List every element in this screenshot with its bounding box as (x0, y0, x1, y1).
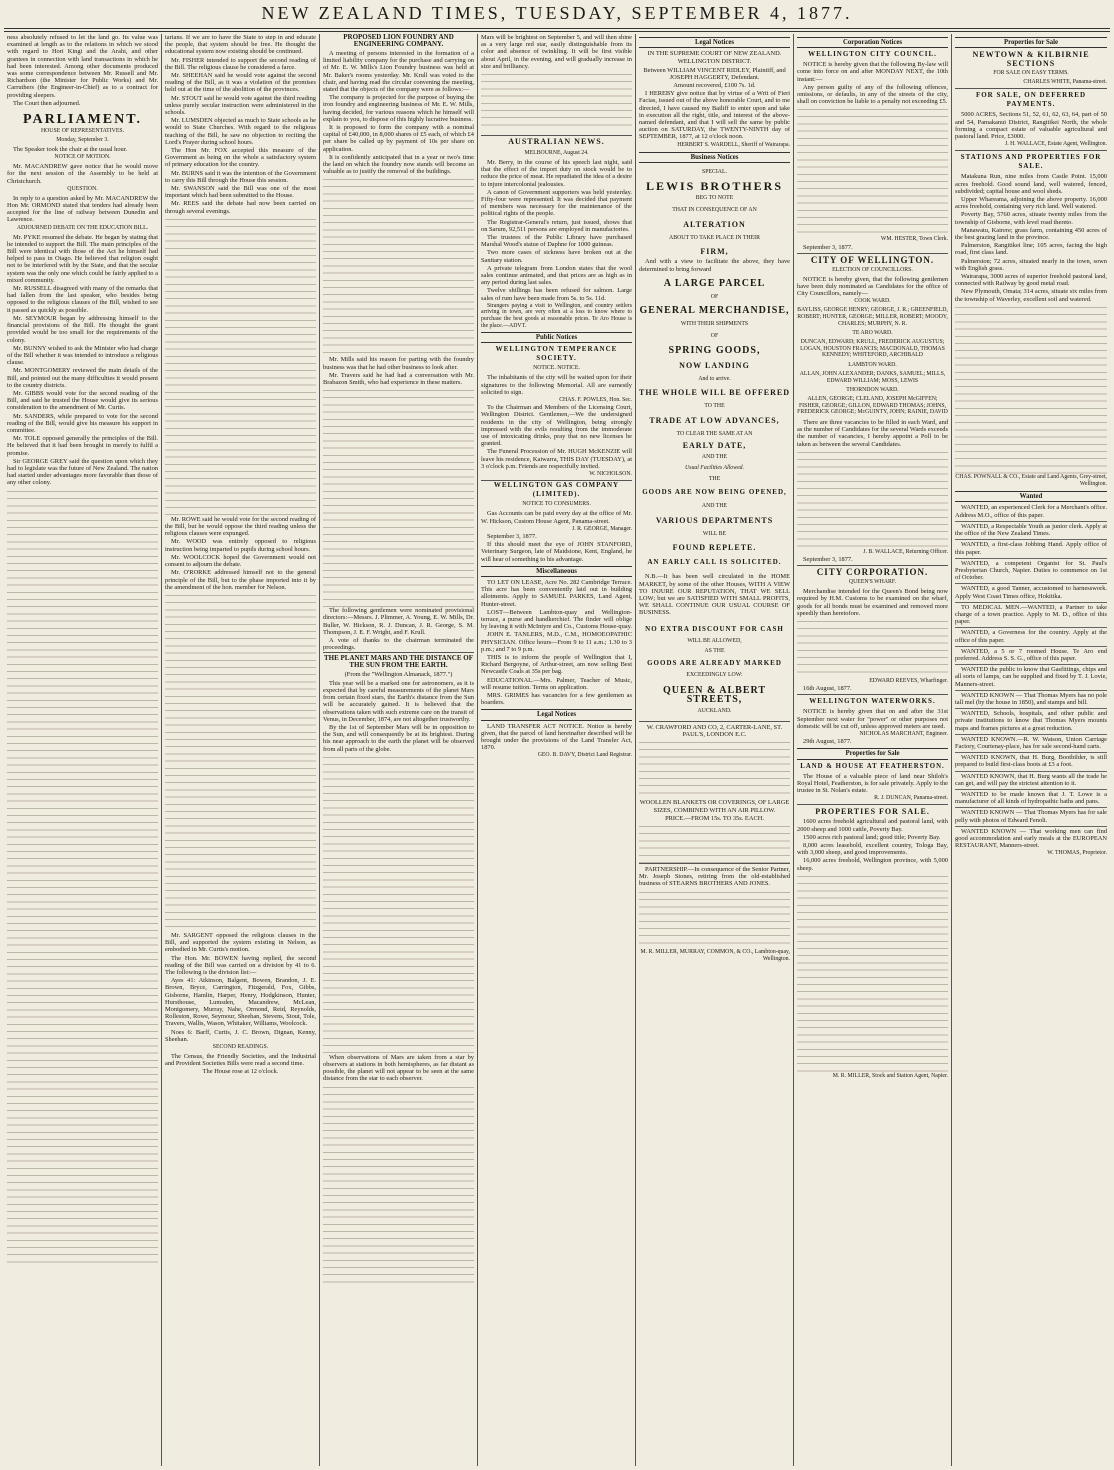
column-3 (320, 34, 478, 1466)
advertisement-text: Strangers paying a visit to Wellington, and country settlers arriving in town, are very often at a loss to know where to purchase the best goods at reasonable prices. Te Aro House is the place.—ADVT. (481, 302, 632, 329)
article-text: A meeting of persons interested in the formation of a limited liability company for the purchase and carrying on of Mr. E. W. Mills's Lion Foundry business was held at Mr. Baker's rooms yesterday. Mr. Krull was voted to the chair, and having read the circular convening the meeting, stated that the objects of the company were as follows:— (323, 50, 474, 94)
ad-text: 5000 ACRES, Sections 51, 52, 61, 62, 63, 64, part of 50 and 54, Pamakanui District, Rangitikei North, the whole forming a compact estate of valuable agricultural and pastoral land. Price, £3000. (955, 111, 1107, 141)
ad-lewis-brothers: LEWIS BROTHERS (645, 178, 784, 193)
text-filler (639, 889, 790, 949)
article-text: It is confidently anticipated that in a year or two's time the land on which the foundry now stands will become so valuable as to justify the removal of the buildings. (323, 153, 474, 176)
article-text: In reply to a question asked by Mr. MACANDREW the Hon Mr. ORMOND stated that tenders had already been accepted for the line of railway between Dunedin and Lawrence. (7, 194, 158, 224)
wanted-ad: WANTED the public to know that Gasfittings, chips and all sorts of lamps, can be supplied and fixed by T. J. Lovie, Manners-street. (955, 666, 1107, 691)
wanted-ad: WANTED KNOWN — That working men can find good accommodation and early meals at the EUROPEAN RESTAURANT, Manners-street. (955, 827, 1107, 850)
text-filler (165, 216, 316, 516)
article-text: Mr. BUNNY wished to ask the Minister who had charge of the Bill whether it was intended to introduce a religious clause. (7, 344, 158, 367)
ad-deferred-title: FOR SALE, ON DEFERRED PAYMENTS. (955, 88, 1107, 109)
article-text: Mr. ROWE said he would vote for the second reading of the Bill, but he would oppose the third reading unless the religious clauses were expunged. (165, 515, 316, 538)
ad-signature: W. THOMAS, Proprietor. (1047, 850, 1107, 857)
article-text: A canon of Government supporters was held yesterday. Fifty-four were represented. It was decided that payment of members was necessary for the maintenance of the political rights of the people. (481, 188, 632, 218)
article-text: When observations of Mars are taken from a star by observers at stations in both hemispheres, as far distant as possible, the planet will not appear to be seen at the same distance from the star to each observer. (323, 1053, 474, 1083)
article-text: The Hon Mr. FOX accepted this measure of the Government as being on the whole a satisfactory system of primary education for the country. (165, 147, 316, 169)
section-legal-notices: Legal Notices (639, 37, 790, 48)
article-text: The Hon. Mr. BOWEN having replied, the second reading of the Bill was carried on a division by 41 to 6. The following is the division list:— (165, 954, 316, 976)
section-corporation-notices: Corporation Notices (797, 37, 948, 48)
article-text: Mr. GIBBS would vote for the second reading of the Bill, and said he trusted the House would give its serious consideration to the amendment of Mr. Curtis. (7, 389, 158, 412)
article-text: The Registrar-General's return, just issued, shows that on Sarum, 92,511 persons are employed in manufactories. (481, 218, 632, 233)
section-legal-notices: Legal Notices (481, 709, 632, 720)
ad-text: 8,000 acres leasehold, excellent country, Tologa Bay, with 3,000 sheep, and good improvements. (797, 842, 948, 857)
ad-text: N.B.—It has been well circulated in the HOME MARKET, by some of the other Houses, WITH A VIEW TO INJURE OUR REPUTATION, THAT WE SELL LOW; but we are SATISFIED WITH SMALL PROFITS, WE SHALL CONTINUE OUR USUAL COURSE OF BUSINESS. (639, 573, 790, 617)
wanted-ad: WANTED, an experienced Clerk for a Merchant's office. Address M.O., office of this paper. (955, 504, 1107, 521)
ad-signature: CHARLES WHITE, Panama-street. (1023, 79, 1107, 86)
ad-line: AND THE (701, 454, 728, 461)
ad-text: To the Chairman and Members of the Licensing Court, Wellington District. Gentlemen,—We the undersigned residents in the city of Wellington, being strongly impressed with the evils resulting from the immoderate use of intoxicating drinks, pray that no new licenses be granted. (481, 404, 632, 448)
ad-text: TO LET ON LEASE, Acre No. 282 Cambridge Terrace. This acre has been conveniently laid out in building allotments. Apply to SAMUEL PARKES, Land Agent, Hunter-street. (481, 578, 632, 608)
text-filler (797, 106, 948, 236)
ad-text: There are three vacancies to be filled in each Ward, and as the number of Candidates for the several Wards exceeds the number of vacancies, I hereby appoint a Poll to be taken as between the several Candidates. (797, 418, 948, 448)
article-text: ness absolutely refused to let the land go. Its value was examined at length as to the relations in which we stood with regard to Hori Kingi and the Arahi, and other grantees in connection with land transactions in which he had been interested. Among other documents produced was some correspondence between Mr. Russell and Mr. Richardson (the Minister for Public Works) and Mr. Carruthers (the Engineer-in-Chief) as to a contract for providing sleepers. (7, 34, 158, 99)
ad-line: THE (708, 475, 721, 482)
wanted-ad: WANTED KNOWN, that H. Burg, Bootbilder, is still prepared to build first-class boots at £3 a foot. (955, 754, 1107, 771)
ad-line: AND THE (701, 503, 728, 510)
article-text: The company is projected for the purpose of buying the iron foundry and engineering business of Mr. E. W. Mills, having decided, for various reasons which he himself will explain to you, to dispose of this highly lucrative business. (323, 94, 474, 123)
ad-text: PARTNERSHIP.—In consequence of the Senior Partner, Mr. Joseph Stones, retiring from the old-established business of STEARNS BROTHERS AND JONES. (639, 863, 790, 888)
ad-line: And with a view to facilitate the above, they have determined to bring forward (639, 258, 790, 273)
ad-text: W. CRAWFORD AND CO, 2, CARTER-LANE, ST. PAUL'S, LONDON E.C. (639, 721, 790, 738)
ad-line: THE WHOLE WILL BE OFFERED (639, 388, 790, 398)
section-properties-for-sale: Properties for Sale (955, 37, 1107, 48)
article-text: Mr. Berry, in the course of his speech last night, said that the effect of the import duty on stock would be to reduce the price of meat. He repudiated the idea of a desire to injure intercolonial jealousies. (481, 159, 632, 188)
article-text: Mr. LUMSDEN objected as much to State schools as he would to State Churches. With regard to the religious teaching of the Bill, he saw no objection to reciting the Lord's Prayer during school hours. (165, 117, 316, 146)
wanted-ad: WANTED, a good Tanner, accustomed to harnesswork. Apply West Coast Times office, Hokitika. (955, 585, 1107, 602)
article-text: Mr. RUSSELL disagreed with many of the remarks that had fallen from the last speaker, who besides being opposed to the religious clauses of the Bill, wished to see it passed as quickly as possible. (7, 285, 158, 314)
article-text: A private telegram from London states that the wool sales continue animated, and that prices are as high as in any period during last sales. (481, 264, 632, 287)
text-filler (955, 304, 1107, 474)
ad-line: EXCEEDINGLY LOW: (686, 671, 743, 678)
ad-signature: NICHOLAS MARCHANT, Engineer. (859, 731, 948, 738)
ad-signature: R. J. DUNCAN, Panama-street. (874, 795, 948, 802)
article-text: The Speaker took the chair at the usual hour. (13, 146, 128, 154)
article-text: Mr. Mills said his reason for parting with the foundry business was that he had other business to look after. (323, 356, 474, 371)
ad-date: September 3, 1877. (803, 555, 853, 563)
headline-lion-foundry: PROPOSED LION FOUNDRY AND ENGINEERING COMPANY. (343, 34, 454, 48)
headline-planet-mars: THE PLANET MARS AND THE DISTANCE OF THE SUN FROM THE EARTH. (324, 654, 473, 670)
ad-text: LAND TRANSFER ACT NOTICE. Notice is hereby given, that the parcel of land hereinafter described will be brought under the provisions of the Land Transfer Act, 1870. (481, 722, 632, 752)
ad-line: OF (710, 293, 719, 300)
ad-text: EDUCATIONAL.—Mrs. Palmer, Teacher of Music, will resume tuition. Terms on application. (481, 676, 632, 691)
text-filler (323, 176, 474, 356)
article-text: The Court then adjourned. (13, 99, 81, 107)
headline-australian-news: AUSTRALIAN NEWS. (481, 135, 632, 148)
ad-newtown-title: NEWTOWN & KILBIRNIE SECTIONS (972, 50, 1090, 69)
ad-line: EARLY DATE, (682, 441, 747, 451)
ad-text: 1600 acres freehold agricultural and pastoral land, with 2000 sheep and 1000 cattle, Poverty Bay. (797, 818, 948, 833)
ad-queens-wharf-subtitle: QUEEN'S WHARF. (848, 579, 897, 586)
ad-line: ABOUT TO TAKE PLACE IN THEIR (669, 234, 760, 241)
ad-text: NOTICE is hereby given that on and after the 31st September next water for "power" or other purposes not domestic will be cut off, unless approved meters are used. (797, 708, 948, 730)
article-text: It is proposed to form the company with a nominal capital of £40,000, in 8,000 shares of £5 each, of which £4 per share be called up by payment of 10s per share on application. (323, 124, 474, 153)
ad-signature: M. R. MILLER, Stock and Station Agent, Napier. (832, 1072, 948, 1079)
ad-text: Merchandise intended for the Queen's Bond being now required by H.M. Customs to be examined on the wharf, goods for all bonds must be examined and removed more speedily than heretofore. (797, 588, 948, 617)
newspaper-columns (4, 34, 1110, 1466)
ad-text: 1500 acres rich pastoral land; good title; Poverty Bay. (803, 833, 941, 841)
candidate-names: ALLAN, JOHN ALEXANDER; DANKS, SAMUEL; MILLS, EDWARD WILLIAM; MOSS, LEWIS (799, 371, 946, 384)
article-text: tarians. If we are to have the State to step in and educate the people, that system should be free. He thought the educational system now existing should be continued. (165, 34, 316, 56)
article-source: (From the "Wellington Almanack, 1877.") (344, 671, 453, 679)
ad-text: The Funeral Procession of Mr. HUGH McKENZIE will leave his residence, Kaiwarra, THIS DAY (TUESDAY), at 3 o'clock p.m. Friends are respectfully invited. (481, 448, 632, 470)
article-text: The following gentlemen were nominated provisional directors:—Messrs. J. Plimmer, A. Young, E. W. Mills, Dr. Buller, W. Hickson, R. J. Duncan, J. R. George, S. M. Thompson, J. E. F. Wright, and F. Krull. (323, 607, 474, 636)
article-text: Mr. TOLE opposed generally the principles of the Bill. He believed that it had been brought in merely to fulfil a promise. (7, 435, 158, 457)
ad-line: A LARGE PARCEL (663, 277, 766, 289)
ad-text: IN THE SUPREME COURT OF NEW ZEALAND. (647, 50, 782, 58)
article-text: By the 1st of September Mars will be in opposition to the Sun, and will consequently be at its brightest. During his near approach to the earth the planet will be observed from all parts of the globe. (323, 723, 474, 753)
wanted-ad: WANTED KNOWN, that H. Burg wants all the trade he can get, and will pay the strictest attention to it. (955, 773, 1107, 790)
masthead-title: NEW ZEALAND TIMES, TUESDAY, SEPTEMBER 4, 1877. (261, 3, 853, 23)
subhead-second-readings: SECOND READINGS. (212, 1043, 269, 1050)
masthead-rule-bottom (4, 31, 1110, 32)
ad-waterworks-title: WELLINGTON WATERWORKS. (797, 694, 948, 706)
ad-text: NOTICE is hereby given, that the following gentlemen have been duly nominated as Candidates for the office of City Councillors, namely— (797, 275, 948, 298)
ad-gas-company-title: WELLINGTON GAS COMPANY (LIMITED). (481, 480, 632, 499)
column-5 (636, 34, 794, 1466)
ward-heading: COOK WARD. (854, 298, 891, 305)
ad-notice-label: NOTICE TO CONSUMERS. (522, 501, 591, 508)
ad-text: If this should meet the eye of JOHN STANFORD, Veterinary Surgeon, late of Maidstone, Kent, England, he will hear of something to his advantage. (481, 541, 632, 563)
text-filler (165, 592, 316, 932)
article-text: Mr. SWANSON said the Bill was one of the most important which had been submitted to the House. (165, 185, 316, 200)
ad-line: And to arrive. (698, 375, 731, 382)
wanted-ad: WANTED, a Respectable Youth as junior clerk. Apply at the office of the New Zealand Times. (955, 523, 1107, 540)
ad-line: TO CLEAR THE SAME AT AN (676, 430, 753, 437)
article-text: Mr. FISHER intended to support the second reading of the Bill. The religious clause he considered a farce. (165, 56, 316, 71)
wanted-ad: WANTED, a first-class Jobbing Hand. Apply office of this paper. (955, 541, 1107, 558)
ad-line: NOW LANDING (679, 360, 750, 370)
text-filler (323, 1084, 474, 1284)
ad-line: VARIOUS DEPARTMENTS (655, 515, 774, 525)
article-text: Mr. PYKE resumed the debate. He began by stating that he intended to support the Bill. The main principles of the Bill were identical with those of the Act he himself had helped to pass in Otago. He believed that religion ought not to be interfered with by the State, and that the secular system was the only one which could be fairly applied to a mixed community. (7, 233, 158, 284)
ad-line: GOODS ARE ALREADY MARKED (647, 658, 782, 667)
section-miscellaneous: Miscellaneous (481, 566, 632, 577)
ad-line: GOODS ARE NOW BEING OPENED, (642, 488, 787, 497)
ad-text: Matakuna Run, nine miles from Castle Point. 15,000 acres freehold. Good sound land, well watered, fenced, subdivided; capital house and wool sheds. (955, 173, 1107, 195)
ad-date: September 3, 1877. (487, 532, 537, 540)
ad-text: MRS. GRIMES has vacancies for a few gentlemen as boarders. (481, 691, 632, 707)
ad-line: TRADE AT LOW ADVANCES, (649, 415, 780, 425)
text-filler (797, 873, 948, 1073)
ward-heading: THORNDON WARD. (846, 387, 899, 394)
ad-signature: CHAS. F. POWLES, Hon. Sec. (559, 397, 632, 404)
ad-text: The House of a valuable piece of land near Shiloh's Royal Hotel, Featherston, is for sale privately. Apply to the trustee in St. Nolan's estate. (797, 772, 948, 795)
section-title-parliament: PARLIAMENT. (22, 112, 143, 128)
ad-text: Manawatu, Kairere; grass farm, containing 450 acres of the best grazing land in the province. (955, 226, 1107, 242)
ad-text: Any person guilty of any of the following offences, omissions, or defaults, in any of the streets of the city, shall on conviction be liable to a penalty not exceeding £5. (797, 83, 948, 106)
article-text: The House rose at 12 o'clock. (202, 1068, 279, 1076)
column-1 (4, 34, 162, 1466)
ad-stations-title: STATIONS AND PROPERTIES FOR SALE. (955, 150, 1107, 171)
section-public-notices: Public Notices (481, 332, 632, 343)
ad-notice-label: NOTICE. NOTICE. (533, 365, 580, 372)
ad-temperance-title: WELLINGTON TEMPERANCE SOCIETY. (495, 345, 618, 363)
ad-text: The inhabitants of the city will be waited upon for their signatures to the following Memorial. All are earnestly solicited to sign. (481, 374, 632, 396)
ad-text: WELLINGTON DISTRICT. (677, 58, 752, 66)
section-wanted: Wanted (955, 491, 1107, 502)
article-text: A vote of thanks to the chairman terminated the proceedings. (323, 637, 474, 652)
ad-line: FIRM, (700, 247, 729, 257)
wanted-ad: WANTED KNOWN — That Thomas Myers has no pole tall mel (by the house in 1850), and stamps and bill. (955, 692, 1107, 709)
ward-heading: LAMBTON WARD. (848, 362, 897, 368)
sitting-date: Monday, September 3. (56, 137, 109, 144)
article-text: Mr. SARGENT opposed the religious clauses in the Bill, and supported the system existing in Nelson, as embodied in Mr. Curtis's motion. (165, 931, 316, 954)
ad-signature: HERBERT S. WARDELL, Sheriff of Wairarapa. (677, 141, 790, 148)
ad-signature: J. B. WALLACE, Returning Officer. (863, 548, 948, 555)
text-filler (481, 71, 632, 131)
ad-line: AUCKLAND. (697, 708, 732, 715)
ad-signature: J. R. GEORGE, Manager. (571, 525, 632, 532)
ad-city-council-title: WELLINGTON CITY COUNCIL. (808, 50, 937, 59)
division-list: Ayes 41: Atkinson, Balgent, Bowen, Brandon, J. E. Brown, Bryce, Carrington, Fitzgerald, Fox, Gibbs, Gisborne, Hamlin, Harper, Henry, Hodgkinson, Hunter, Hursthouse, Lumsden, Macandrew, McLean, Montgomery, Murray, Nahe, Ormond, Reid, Reynolds, Rolleston, Rowe, Seymour, Sheehan, Stevens, Stout, Tole, Travers, Wallis, Wason, Whitaker, Williams, Woolcock. (165, 977, 316, 1028)
column-2 (162, 34, 320, 1466)
candidate-names: BAYLISS, GEORGE HENRY; GEORGE, J. R.; GREENFIELD, ROBERT; HUNTER, GEORGE; MILLER, ROBERT; MOODY, CHARLES; MURPHY, N. R. (797, 307, 948, 327)
dateline: MELBOURNE, August 24. (524, 150, 589, 157)
ad-signature: J. H. WALLACE, Estate Agent, Wellington. (1004, 141, 1107, 148)
ad-text: PRICE.—FROM 15s. TO 35s. EACH. (665, 814, 764, 822)
article-text: Mr. Travers said he had had a conversation with Mr. Brabazon Smith, who had experience in these matters. (323, 371, 474, 387)
article-text: Mr. REES said the debate had now been carried on through several evenings. (165, 200, 316, 215)
ad-text: NOTICE is hereby given that the following By-law will come into force on and after MONDAY NEXT, the 10th instant:— (797, 61, 948, 83)
ad-line: AN EARLY CALL IS SOLICITED. (647, 558, 782, 567)
ad-text: Between WILLIAM VINCENT RIDLEY, Plaintiff, and JOSEPH HAGGERTY, Defendant. (643, 66, 786, 81)
ad-newtown-subtitle: FOR SALE ON EASY TERMS. (993, 70, 1069, 77)
ad-text: JOHN E. TANLERS, M.D., C.M., HOMOEOPATHIC PHYSICIAN. Office hours—From 9 to 11 a.m.; 1.30 to 3 p.m.; and 7 to 9 p.m. (481, 631, 632, 653)
ad-text: THIS is to inform the people of Wellington that I, Richard Bergoyne, of Arthur-street, am now selling Best Newcastle Coals at 35s per bag. (481, 653, 632, 676)
text-filler (797, 449, 948, 549)
masthead-rule-top (4, 28, 1110, 29)
wanted-ad: WANTED, Schools, hospitals, and other public and private institutions to know that Thomas Myers mounts maps and frames pictures at a great reduction. (955, 710, 1107, 735)
ad-line: THAT IN CONSEQUENCE OF AN (672, 207, 757, 214)
text-filler (639, 739, 790, 799)
ad-text: Gas Accounts can be paid every day at the office of Mr. W. Hickson, Custom House Agent, Panama-street. (481, 510, 632, 525)
ad-line: Usual Facilities Allowed. (685, 464, 744, 471)
ad-line: WILL BE ALLOWED, (687, 637, 742, 644)
text-filler (323, 754, 474, 1054)
article-text: Mr. SEYMOUR began by addressing himself to the financial provisions of the Bill. He thought the grant provided would be too small for the requirements of the colony. (7, 314, 158, 344)
wanted-ad: WANTED KNOWN — That Thomas Myers has for sale pelly with photos of Edward Fenoli. (955, 809, 1107, 826)
ad-line: SPRING GOODS, (668, 344, 761, 356)
column-6 (794, 34, 952, 1466)
ad-text: Wairarapa, 3000 acres of superior freehold pastoral land, connected with Railway by good metal road. (955, 273, 1107, 288)
article-text: Mr. MACANDREW gave notice that he would move for the next session of the Assembly to be held at Christchurch. (7, 163, 158, 185)
ad-city-wellington-title: CITY OF WELLINGTON. (797, 253, 948, 265)
article-text: The Census, the Friendly Societies, and the Industrial and Provident Societies Bills were read a second time. (165, 1052, 316, 1068)
ward-heading: TE ARO WARD. (852, 330, 893, 337)
text-filler (323, 387, 474, 607)
ad-signature: CHAS. POWNALL & CO., Estate and Land Agents, Grey-street, Wellington. (955, 473, 1107, 488)
article-text: Mr. STOUT said he would vote against the third reading unless purely secular instruction were administered in the schools. (165, 94, 316, 117)
ad-line: ALTERATION (683, 219, 746, 229)
article-text: Mr. WOOLCOCK hoped the Government would not consent to adjourn the debate. (165, 553, 316, 569)
ad-date: September 3, 1877. (803, 243, 853, 251)
ad-text: Amount recovered, £100 7s. 1d. (673, 82, 756, 90)
candidate-names: DUNCAN, EDWARD; KRULL, FREDERICK AUGUSTUS; LOGAN, HOUSTON FRANCIS; MACDONALD, THOMAS KENNEDY; WHITEFORD, ARCHIBALD (800, 339, 945, 359)
ad-date: 29th August, 1877. (803, 738, 852, 746)
subhead-notice: NOTICE OF MOTION. (54, 154, 111, 161)
wanted-ad: WANTED, a competent Organist for St. Paul's Presbyterian Church, Napier. Duties to commence on 1st of October. (955, 560, 1107, 585)
ad-line: FOUND REPLETE. (672, 543, 757, 553)
article-text: Mr. SHEEHAN said he would vote against the second reading of the Bill, as it was a violation of the promises held out at the time of the abolition of the provinces. (165, 72, 316, 94)
wanted-ad: WANTED, a 5 or 7 roomed House. Te Aro end preferred. Address S. S. G., office of this paper. (955, 648, 1107, 665)
ad-election-subtitle: ELECTION OF COUNCILLORS. (832, 266, 913, 273)
ad-signature: W. NICHOLSON. (589, 471, 632, 478)
ad-signature: EDWARD REEVES, Wharfinger. (869, 678, 948, 684)
subhead-debate: ADJOURNED DEBATE ON THE EDUCATION BILL. (16, 224, 149, 231)
ad-text: New Plymouth, Omata; 314 acres, situate six miles from the township of Waverley, excellent soil and watered. (955, 288, 1107, 303)
wanted-ad: TO MEDICAL MEN.—WANTED, a Partner to take charge of a town practice. Apply to M. D., office of this paper. (955, 604, 1107, 629)
section-business-notices: Business Notices (639, 152, 790, 163)
column-7 (952, 34, 1110, 1466)
ad-signature: GEO. B. DAVY, District Land Registrar. (537, 752, 632, 759)
subhead-question: QUESTION. (67, 185, 98, 192)
ad-text: Palmerston; 72 acres, situated nearly in the town, sown with English grass. (955, 257, 1107, 272)
column-4 (478, 34, 636, 1466)
ad-text: LOST—Between Lambton-quay and Wellington-terrace, a purse and handkerchief. The finder will oblige by leaving it with McIntyre and Co., Customs House-quay. (481, 608, 632, 631)
ad-line: OF (710, 333, 719, 340)
ad-line: WILL BE (702, 530, 727, 537)
article-text: Mr. MONTGOMERY reviewed the main details of the Bill, and pointed out the many difficulties it would present to the country districts. (7, 367, 158, 389)
masthead (0, 0, 1114, 28)
text-filler (639, 823, 790, 863)
article-text: Sir GEORGE GREY said the question upon which they had to legislate was the future of New Zealand. The nation had started under advantages more favorable than those of any other colony. (7, 457, 158, 487)
article-text: Twelve shillings has been refused for salmon. Large sales of rum have been made from 5s. to 5s. 11d. (481, 287, 632, 302)
section-properties-for-sale: Properties for Sale (797, 748, 948, 759)
ad-text: Palmerston, Rangitikei line; 105 acres, facing the high road, first class land. (955, 242, 1107, 257)
article-text: The trustees of the Public Library have purchased Marshal Wood's statue of Daphne for 1000 guineas. (481, 234, 632, 249)
ad-properties-title: PROPERTIES FOR SALE. (797, 804, 948, 816)
division-list: Noes 6: Barff, Curtis, J. C. Brown, Dignan, Kenny, Sheehan. (165, 1028, 316, 1043)
ad-city-corporation-title: CITY CORPORATION. (797, 565, 948, 577)
wanted-ad: WANTED KNOWN.—R. W. Watson, Union Carriage Factory, Courtenay-place, has for sale second-hand carts. (955, 736, 1107, 753)
ad-line: GENERAL MERCHANDISE, (639, 305, 790, 317)
ad-line: BEG TO NOTE (695, 194, 734, 201)
article-text: Mars will be brightest on September 5, and will then shine as a very large red star, easily distinguishable from its color and absence of twinkling. It will be first visible about April, in the evening, and will gradually increase in size and brilliancy. (481, 34, 632, 70)
article-text: Mr. BURNS said it was the intention of the Government to carry this Bill through the House this session. (165, 169, 316, 184)
ad-text: I HEREBY give notice that by virtue of a Writ of Fieri Facias, issued out of the above honorable Court, and to me directed, I have caused my Bailiff to enter upon and take in execution all the right, title, and interest of the above-named defendant, and that I will sell the same by public auction on SATURDAY, the TWENTY-NINTH day of SEPTEMBER, 1877, at 12 o'clock noon. (639, 90, 790, 141)
ad-text: Upper Whareama, adjoining the above property. 16,000 acres freehold, containing very rich land. Well watered. (955, 196, 1107, 211)
ad-lewis-special: SPECIAL. (702, 169, 727, 176)
text-filler (7, 488, 158, 1268)
ad-line: QUEEN & ALBERT STREETS, (662, 685, 767, 706)
article-text: Two more cases of sickness have broken out at the Sanitary station. (481, 249, 632, 264)
wanted-ad: WANTED to be made known that J. T. Lowe is a manufacturer of all kinds of hydropathic baths and pans. (955, 791, 1107, 808)
ad-line: WITH THEIR SHIPMENTS (680, 321, 749, 328)
ad-featherston-title: LAND & HOUSE AT FEATHERSTON. (800, 762, 945, 770)
ad-line: NO EXTRA DISCOUNT FOR CASH (645, 624, 784, 633)
ad-text: WOOLLEN BLANKETS OR COVERINGS, OF LARGE SIZES, COMBINED WITH AN AIR PILLOW. (639, 799, 790, 814)
article-text: Mr. SANDERS, while prepared to vote for the second reading of the Bill, would give his measure his support in committee. (7, 412, 158, 434)
ad-text: 16,000 acres freehold, Wellington province, with 5,000 sheep. (797, 857, 948, 872)
article-text: Mr. O'RORKE addressed himself not to the general principle of the Bill, but to the phase imported into it by the amendment of the hon. member for Nelson. (165, 569, 316, 591)
ad-line: TO THE (704, 403, 725, 410)
article-text: Mr. WOOD was entirely opposed to religious instruction being imparted to pupils during school hours. (165, 538, 316, 553)
ad-signature: WM. HESTER, Town Clerk. (880, 236, 948, 243)
article-text: This year will be a marked one for astronomers, as it is expected that by careful measurements of the planet Mars from certain fixed stars, the Earth's distance from the Sun will be accurately gained. It is believed that the observations taken with such extreme care on the transit of Venus, in December, 1874, are not altogether trustworthy. (323, 679, 474, 723)
ad-text: Poverty Bay, 5760 acres, situate twenty miles from the township of Gisborne, with level road thereto. (955, 211, 1107, 226)
ad-date: 16th August, 1877. (803, 685, 852, 693)
ad-line: AS THE (704, 648, 725, 655)
candidate-names: ALLEN, GEORGE; CLELAND, JOSEPH McGIFFEN; FISHER, GEORGE; GILLON, EDWARD THOMAS; JOHNS, FREDERICK GEORGE; McGUINTY, JOHN; RAINIE, DAVID (797, 396, 948, 416)
wanted-ad: WANTED, a Governess for the country. Apply at the office of this paper. (955, 629, 1107, 646)
text-filler (797, 618, 948, 678)
subhead-house: HOUSE OF REPRESENTATIVES. (40, 128, 125, 135)
ad-signature: M. R. MILLER, MURRAY, COMMON, & CO., Lambton-quay, Wellington. (640, 948, 790, 962)
